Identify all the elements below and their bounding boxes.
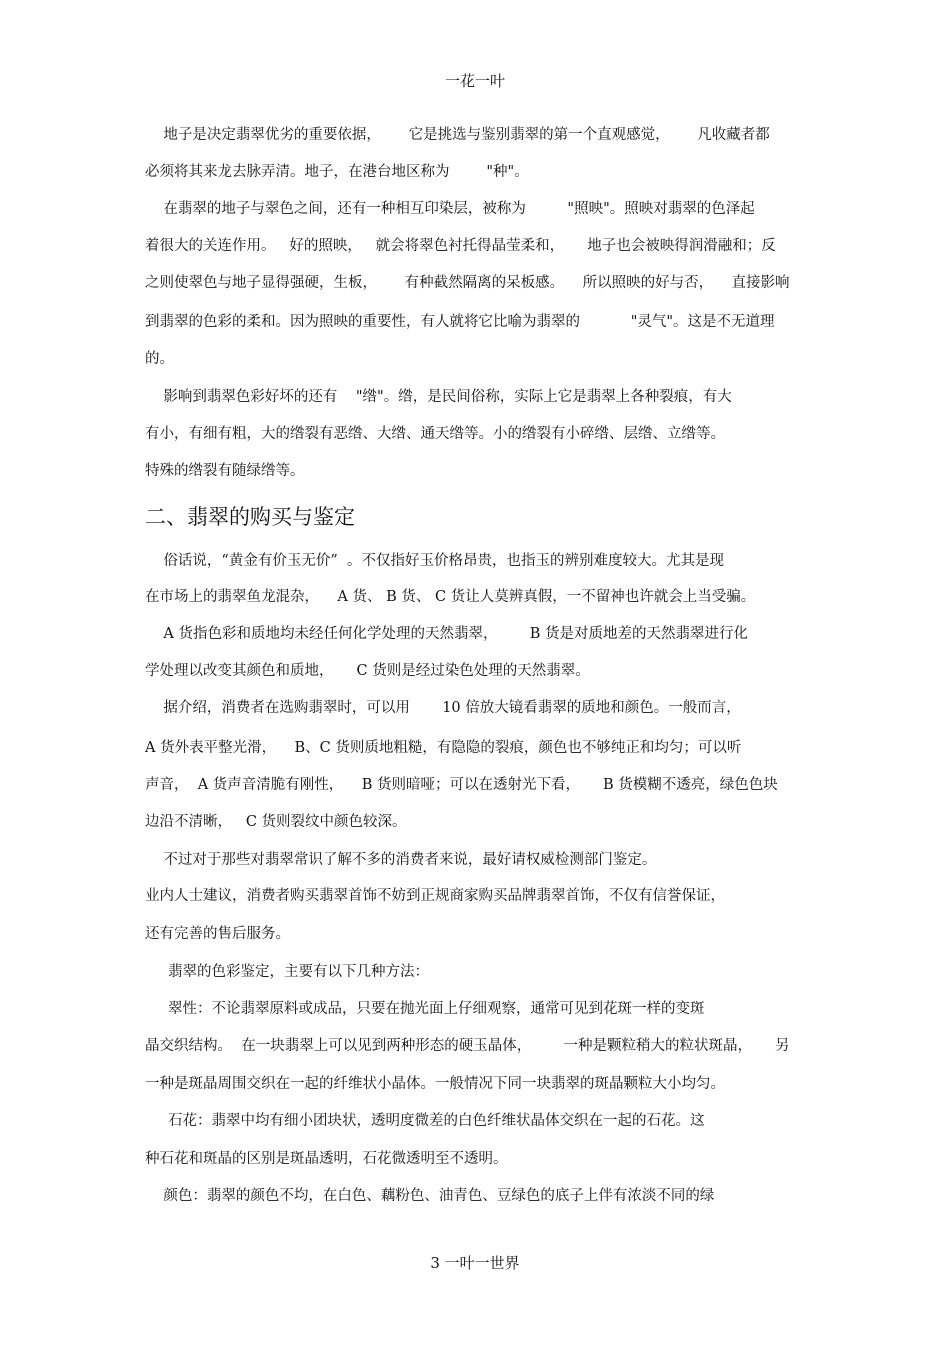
paragraph-line: 影响到翡翠色彩好坏的还有 "绺"。绺，是民间俗称，实际上它是翡翠上各种裂痕，有大 (145, 389, 732, 405)
paragraph-line: 特殊的绺裂有随绿绺等。 (145, 463, 305, 479)
paragraph-line: 俗话说，“黄金有价玉无价” 。不仅指好玉价格昂贵，也指玉的辨别难度较大。尤其是现 (145, 553, 724, 569)
paragraph-line: 种石花和斑晶的区别是斑晶透明，石花微透明至不透明。 (145, 1151, 508, 1167)
paragraph-line: 在市场上的翡翠鱼龙混杂， A 货、 B 货、 C 货让人莫辨真假，一不留神也许就会上当受骗。 (145, 589, 756, 605)
paragraph-line: 到翡翠的色彩的柔和。因为照映的重要性，有人就将它比喻为翡翠的 "灵气"。这是不无道理 (145, 314, 775, 330)
paragraph-line: A 货外表平整光滑， B、C 货则质地粗糙，有隐隐的裂痕，颜色也不够纯正和均匀；可以听 (145, 740, 742, 756)
page-footer: 3 一叶一世界 (430, 1254, 520, 1272)
paragraph-line: 还有完善的售后服务。 (145, 926, 290, 942)
paragraph-line: 学处理以改变其颜色和质地， C 货则是经过染色处理的天然翡翠。 (145, 663, 590, 679)
paragraph-line: 地子是决定翡翠优劣的重要依据， 它是挑选与鉴别翡翠的第一个直观感觉， 凡收藏者都 (145, 127, 770, 143)
paragraph-line: 一种是斑晶周围交织在一起的纤维状小晶体。一般情况下同一块翡翠的斑晶颗粒大小均匀。 (145, 1076, 725, 1092)
paragraph-line: 石花：翡翠中均有细小团块状，透明度微差的白色纤维状晶体交织在一起的石花。这 (145, 1113, 705, 1129)
paragraph-line: 翠性：不论翡翠原料或成品，只要在抛光面上仔细观察，通常可见到花斑一样的变斑 (145, 1001, 705, 1017)
paragraph-line: A 货指色彩和质地均未经任何化学处理的天然翡翠， B 货是对质地差的天然翡翠进行化 (145, 626, 749, 642)
paragraph-line: 必须将其来龙去脉弄清。地子，在港台地区称为 "种"。 (145, 164, 529, 180)
paragraph-line: 有小，有细有粗，大的绺裂有恶绺、大绺、通天绺等。小的绺裂有小碎绺、层绺、立绺等。 (145, 426, 725, 442)
paragraph-line: 业内人士建议，消费者购买翡翠首饰不妨到正规商家购买品牌翡翠首饰，不仅有信誉保证， (145, 888, 725, 904)
paragraph-line: 不过对于那些对翡翠常识了解不多的消费者来说，最好请权威检测部门鉴定。 (145, 852, 657, 868)
page-header: 一花一叶 (444, 72, 505, 90)
paragraph-line: 翡翠的色彩鉴定，主要有以下几种方法： (145, 964, 430, 980)
paragraph-line: 颜色：翡翠的颜色不均，在白色、藕粉色、油青色、豆绿色的底子上伴有浓淡不同的绿 (145, 1188, 715, 1204)
paragraph-line: 之则使翠色与地子显得强硬，生板， 有种截然隔离的呆板感。 所以照映的好与否， 直接影响 (145, 275, 790, 291)
section-heading: 二、翡翠的购买与鉴定 (145, 505, 355, 529)
paragraph-line: 据介绍，消费者在选购翡翠时，可以用 10 倍放大镜看翡翠的质地和颜色。一般而言， (145, 700, 741, 716)
paragraph-line: 在翡翠的地子与翠色之间，还有一种相互印染层，被称为 "照映"。照映对翡翠的色泽起 (145, 201, 755, 217)
paragraph-line: 晶交织结构。 在一块翡翠上可以见到两种形态的硬玉晶体， 一种是颗粒稍大的粒状斑晶， 另 (145, 1038, 790, 1054)
paragraph-line: 声音， A 货声音清脆有刚性， B 货则暗哑；可以在透射光下看， B 货模糊不透亮，绿色色块 (145, 777, 778, 793)
paragraph-line: 着很大的关连作用。 好的照映， 就会将翠色衬托得晶莹柔和， 地子也会被映得润滑融和；反 (145, 238, 776, 254)
paragraph-line: 的。 (145, 351, 174, 367)
paragraph-line: 边沿不清晰， C 货则裂纹中颜色较深。 (145, 814, 407, 830)
